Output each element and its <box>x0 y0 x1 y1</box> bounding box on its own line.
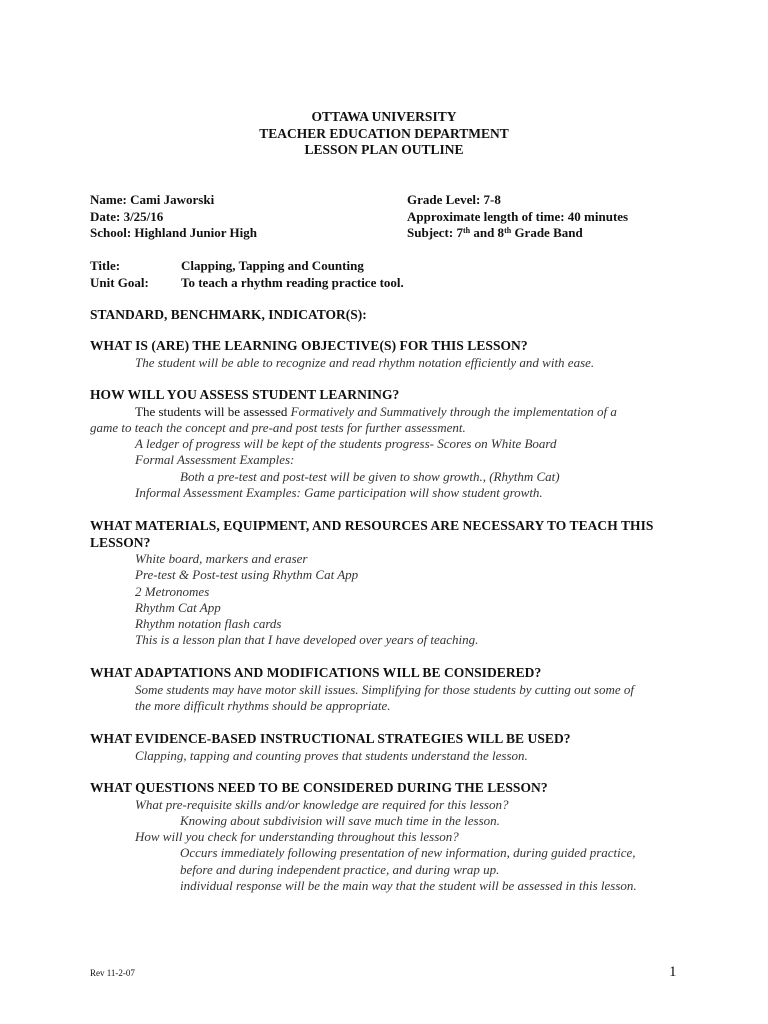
adaptations-heading: WHAT ADAPTATIONS AND MODIFICATIONS WILL BE CONSIDERED? <box>90 665 542 680</box>
question-1: What pre-requisite skills and/or knowledge are required for this lesson? <box>135 796 509 812</box>
unit-goal-label: Unit Goal: <box>90 274 149 290</box>
department-name: TEACHER EDUCATION DEPARTMENT <box>259 125 509 141</box>
answer-2-line-3: individual response will be the main way that the student will be assessed in this lesson. <box>180 877 637 893</box>
materials-heading-line-2: LESSON? <box>90 534 151 550</box>
materials-item: This is a lesson plan that I have developed over years of teaching. <box>135 632 479 648</box>
answer-2-line-2: before and during independent practice, and during wrap up. <box>180 861 500 877</box>
subject <box>407 225 628 242</box>
university-name: OTTAWA UNIVERSITY <box>311 109 457 124</box>
materials-item: 2 Metronomes <box>135 583 210 599</box>
lesson-title-value: Clapping, Tapping and Counting <box>181 258 364 273</box>
materials-item: Rhythm notation flash cards <box>135 616 282 632</box>
assessment-line-3: A ledger of progress will be kept of the students progress- Scores on White Board <box>135 436 557 452</box>
subject-text-mid: and 8 <box>470 225 505 240</box>
formal-assessment-text: Both a pre-test and post-test will be given to show growth., (Rhythm Cat) <box>180 468 560 484</box>
document-title: LESSON PLAN OUTLINE <box>304 142 464 157</box>
assessment-line-1-plain: The students will be assessed <box>135 403 291 419</box>
title-unit-block <box>90 258 404 291</box>
document-header <box>0 109 768 159</box>
school-name: School: Highland Junior High <box>90 225 258 240</box>
strategies-heading: WHAT EVIDENCE-BASED INSTRUCTIONAL STRATEGIES WILL BE USED? <box>90 731 571 746</box>
strategies-text: Clapping, tapping and counting proves that students understand the lesson. <box>135 747 528 763</box>
lesson-length: Approximate length of time: 40 minutes <box>407 208 629 224</box>
materials-item: Rhythm Cat App <box>135 599 221 615</box>
materials-item: White board, markers and eraser <box>135 551 308 566</box>
materials-heading-line-1: WHAT MATERIALS, EQUIPMENT, AND RESOURCES ARE NECESSARY TO TEACH THIS <box>90 518 654 533</box>
lesson-date: Date: 3/25/16 <box>90 208 164 224</box>
grade-level: Grade Level: 7-8 <box>407 192 501 207</box>
objective-section <box>90 338 680 371</box>
materials-section <box>90 518 680 649</box>
materials-item: Pre-test & Post-test using Rhythm Cat App <box>135 567 359 583</box>
unit-goal-row <box>90 275 404 292</box>
subject-text-pre: Subject: 7 <box>407 225 463 240</box>
revision-note: Rev 11-2-07 <box>90 968 135 978</box>
objective-heading: WHAT IS (ARE) THE LEARNING OBJECTIVE(S) FOR THIS LESSON? <box>90 338 528 353</box>
assessment-heading: HOW WILL YOU ASSESS STUDENT LEARNING? <box>90 387 400 402</box>
info-right-column <box>407 192 628 242</box>
objective-text: The student will be able to recognize and read rhythm notation efficiently and with ease. <box>135 354 595 370</box>
subject-superscript-2: th <box>504 226 512 235</box>
formal-assessment-label: Formal Assessment Examples: <box>135 452 295 468</box>
subject-superscript-1: th <box>462 226 471 235</box>
teacher-name: Name: Cami Jaworski <box>90 192 215 207</box>
lesson-title-label: Title: <box>90 258 121 273</box>
adaptations-line-2: the more difficult rhythms should be appropriate. <box>135 697 391 713</box>
strategies-section <box>90 731 680 764</box>
answer-1: Knowing about subdivision will save much time in the lesson. <box>180 812 500 828</box>
answer-2-line-1: Occurs immediately following presentation of new information, during guided practice, <box>180 845 636 861</box>
info-left-column <box>90 192 257 242</box>
questions-section <box>90 780 680 894</box>
adaptations-line-1: Some students may have motor skill issues. Simplifying for those students by cutting out some of <box>135 681 635 697</box>
lesson-title-row <box>90 258 404 275</box>
standard-heading: STANDARD, BENCHMARK, INDICATOR(S): <box>90 307 367 322</box>
assessment-line-1-italic: Formatively and Summatively through the implementation of a <box>290 403 617 419</box>
assessment-line-2: game to teach the concept and pre-and post tests for further assessment. <box>90 419 466 435</box>
unit-goal-value: To teach a rhythm reading practice tool. <box>181 274 404 290</box>
informal-assessment-text: Informal Assessment Examples: Game participation will show student growth. <box>135 484 543 500</box>
page-number: 1 <box>669 964 677 980</box>
assessment-line-1 <box>90 404 680 420</box>
questions-heading: WHAT QUESTIONS NEED TO BE CONSIDERED DURING THE LESSON? <box>90 780 548 795</box>
adaptations-section <box>90 665 680 714</box>
assessment-section <box>90 387 680 501</box>
question-2: How will you check for understanding throughout this lesson? <box>135 829 459 845</box>
subject-text-post: Grade Band <box>511 225 583 240</box>
